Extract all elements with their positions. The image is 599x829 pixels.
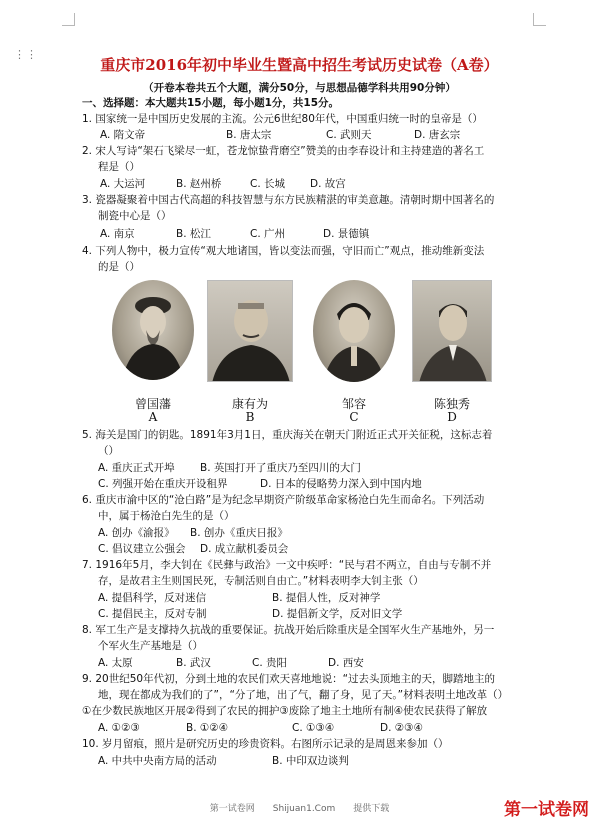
q5-option-d: D. 日本的侵略势力深入到中国内地 <box>260 478 422 490</box>
q7-option-d: D. 提倡新文学，反对旧文学 <box>272 608 403 620</box>
portrait-letter-d: D <box>447 410 457 424</box>
drag-handle-icon[interactable]: ⋮⋮ <box>14 48 38 61</box>
q10-option-a: A. 中共中央南方局的活动 <box>98 755 217 767</box>
q8-option-a: A. 太原 <box>98 657 133 669</box>
portrait-letter-b: B <box>245 410 255 424</box>
question-5-line-2: （） <box>98 445 119 457</box>
question-3-line-1: 3. 瓷器凝聚着中国古代高超的科技智慧与东方民族精湛的审美意趣。清朝时期中国著名的 <box>82 194 495 206</box>
question-7-line-2: 存，是故君主生则国民死，专制活则自由亡。”材料表明李大钊主张（） <box>98 575 424 587</box>
q6-option-a: A. 创办《渝报》 <box>98 527 175 539</box>
q3-option-d: D. 景德镇 <box>323 228 370 240</box>
question-3-line-2: 制瓷中心是（） <box>98 210 172 222</box>
q2-option-d: D. 故宫 <box>310 178 346 190</box>
q7-option-a: A. 提倡科学，反对迷信 <box>98 592 207 604</box>
page-footer: 第一试卷网 Shijuan1.Com 提供下载 <box>209 804 390 814</box>
portrait-letter-c: C <box>349 410 359 424</box>
portrait-caption-a: 曾国藩 <box>134 397 171 411</box>
q1-option-a: A. 隋文帝 <box>100 129 146 141</box>
portrait-chen-duxiu <box>412 280 492 382</box>
q6-option-b: B. 创办《重庆日报》 <box>190 527 288 539</box>
question-5-line-1: 5. 海关是国门的钥匙。1891年3月1日，重庆海关在朝天门附近正式开关征税，这标志着 <box>82 429 493 441</box>
exam-title: 重庆市2016年初中毕业生暨高中招生考试历史试卷（A卷） <box>100 56 499 74</box>
question-8-line-2: 个军火生产基地是（） <box>98 640 203 652</box>
q9-option-b: B. ①②④ <box>186 722 229 734</box>
q8-option-b: B. 武汉 <box>176 657 211 669</box>
q5-option-b: B. 英国打开了重庆乃至四川的大门 <box>200 462 361 474</box>
question-2-line-2: 程是（） <box>98 161 140 173</box>
q8-option-d: D. 西安 <box>328 657 364 669</box>
question-6-line-2: 中，属于杨沧白先生的是（） <box>98 510 235 522</box>
watermark-logo: 第一试卷网 <box>504 800 589 820</box>
portrait-caption-c: 邹容 <box>341 397 366 411</box>
question-7-line-1: 7. 1916年5月，李大钊在《民彝与政治》一文中疾呼：“民与君不两立，自由与专制不并 <box>82 559 492 571</box>
q3-option-b: B. 松江 <box>176 228 211 240</box>
section-heading: 一、选择题：本大题共15小题，每小题1分，共15分。 <box>82 97 340 109</box>
question-4-line-2: 的是（） <box>98 261 140 273</box>
exam-subtitle: （开卷本卷共五个大题，满分50分，与思想品德学科共用90分钟） <box>143 82 456 94</box>
portrait-letter-a: A <box>148 410 158 424</box>
portrait-zeng-guofan <box>112 280 194 380</box>
portrait-caption-b: 康有为 <box>231 397 268 411</box>
question-6-line-1: 6. 重庆市渝中区的“沧白路”是为纪念早期资产阶级革命家杨沧白先生而命名。下列活动 <box>82 494 485 506</box>
crop-mark-top-right <box>533 13 546 26</box>
crop-mark-top-left <box>62 13 75 26</box>
question-8-line-1: 8. 军工生产是支撑持久抗战的重要保证。抗战开始后除重庆是全国军火生产基地外，另一 <box>82 624 495 636</box>
q9-option-a: A. ①②③ <box>98 722 140 734</box>
q5-option-a: A. 重庆正式开埠 <box>98 462 175 474</box>
q3-option-a: A. 南京 <box>100 228 135 240</box>
question-2-line-1: 2. 宋人写诗“架石飞梁尽一虹，苍龙惊蛰背磨空”赞美的由李春设计和主持建造的著名工 <box>82 145 485 157</box>
q7-option-b: B. 提倡人性，反对神学 <box>272 592 381 604</box>
q2-option-b: B. 赵州桥 <box>176 178 222 190</box>
q2-option-a: A. 大运河 <box>100 178 146 190</box>
q9-option-c: C. ①③④ <box>292 722 335 734</box>
q6-option-c: C. 倡议建立公强会 <box>98 543 186 555</box>
question-9-line-3: ①在少数民族地区开展②得到了农民的拥护③废除了地主土地所有制④使农民获得了解放 <box>82 705 488 717</box>
portrait-caption-d: 陈独秀 <box>433 397 470 411</box>
q3-option-c: C. 广州 <box>250 228 286 240</box>
q1-option-d: D. 唐玄宗 <box>414 129 461 141</box>
q10-option-b: B. 中印双边谈判 <box>272 755 349 767</box>
q7-option-c: C. 提倡民主，反对专制 <box>98 608 207 620</box>
question-9-line-1: 9. 20世纪50年代初，分到土地的农民们欢天喜地地说：“过去头顶地主的天，脚踏地主的 <box>82 673 496 685</box>
question-10-line-1: 10. 岁月留痕，照片是研究历史的珍贵资料。右图所示记录的是周恩来参加（） <box>82 738 449 750</box>
question-4-line-1: 4. 下列人物中，极力宣传“观大地诸国，皆以变法而强，守旧而亡”观点，推动维新变法 <box>82 245 485 257</box>
q9-option-d: D. ②③④ <box>380 722 423 734</box>
portrait-figure-icon <box>208 281 292 381</box>
portrait-figure-icon <box>112 280 194 380</box>
portrait-kang-youwei <box>207 280 293 382</box>
q1-option-b: B. 唐太宗 <box>226 129 272 141</box>
portrait-figure-icon <box>413 281 491 381</box>
q6-option-d: D. 成立献机委员会 <box>200 543 289 555</box>
question-1-line-1: 1. 国家统一是中国历史发展的主流。公元6世纪80年代，中国重归统一时的皇帝是（） <box>82 113 483 125</box>
question-9-line-2: 地，现在都成为我们的了”，“分了地，出了气，翻了身，见了天。”材料表明土地改革（） <box>98 689 509 701</box>
portrait-zou-rong <box>313 280 395 382</box>
q5-option-c: C. 列强开始在重庆开设租界 <box>98 478 228 490</box>
portrait-figure-icon <box>313 280 395 382</box>
q8-option-c: C. 贵阳 <box>252 657 288 669</box>
q1-option-c: C. 武则天 <box>326 129 372 141</box>
q2-option-c: C. 长城 <box>250 178 286 190</box>
